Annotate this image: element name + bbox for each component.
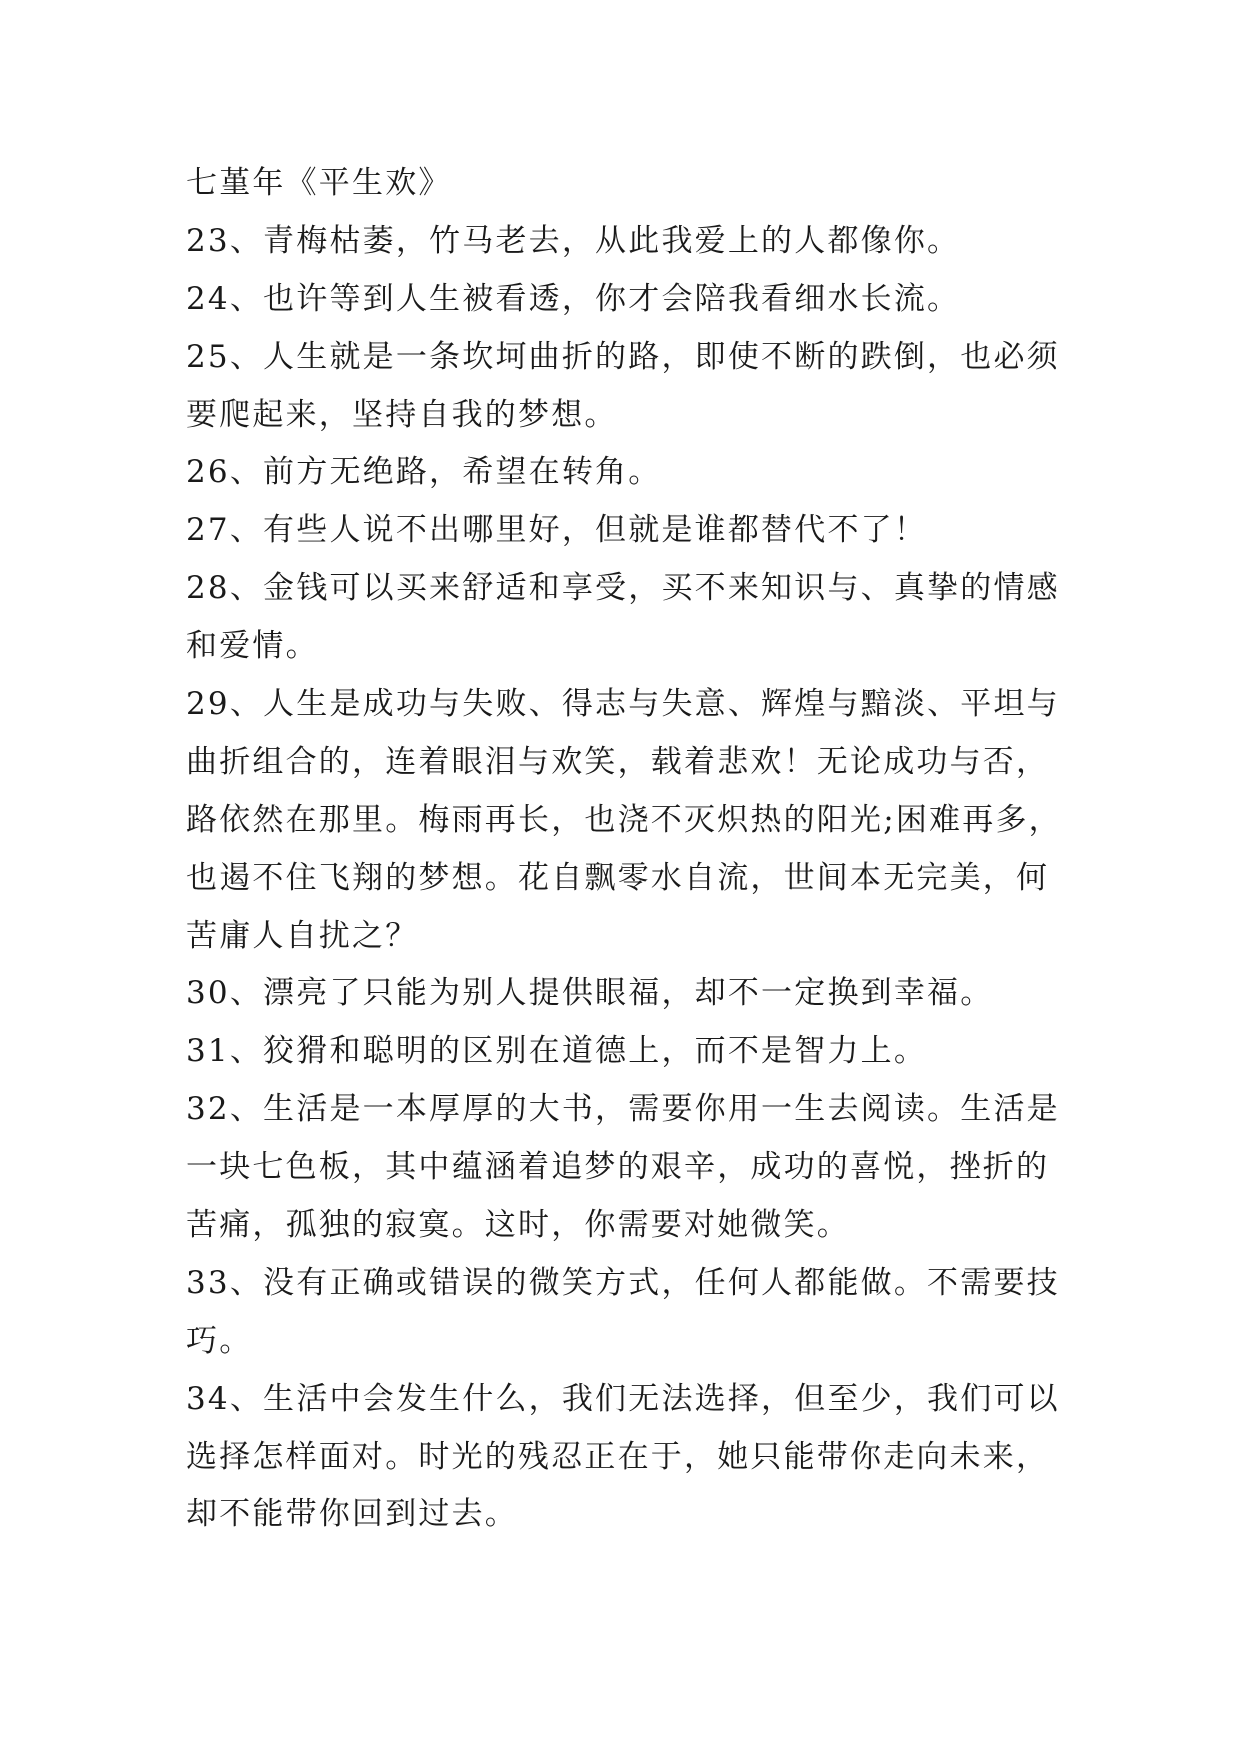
quote-line: 一块七色板，其中蕴涵着追梦的艰辛，成功的喜悦，挫折的 <box>186 1149 1050 1186</box>
quote-line: 30、漂亮了只能为别人提供眼福，却不一定换到幸福。 <box>186 975 994 1012</box>
quote-line: 和爱情。 <box>186 628 319 665</box>
quote-line: 要爬起来，坚持自我的梦想。 <box>186 396 618 433</box>
quote-line: 却不能带你回到过去。 <box>186 1496 518 1533</box>
quote-line: 苦痛，孤独的寂寞。这时，你需要对她微笑。 <box>186 1207 850 1244</box>
quote-line: 33、没有正确或错误的微笑方式，任何人都能做。不需要技 <box>186 1264 1060 1301</box>
quote-line: 24、也许等到人生被看透，你才会陪我看细水长流。 <box>186 280 961 317</box>
quote-line: 选择怎样面对。时光的残忍正在于，她只能带你走向未来， <box>186 1438 1050 1475</box>
quote-line: 25、人生就是一条坎坷曲折的路，即使不断的跌倒，也必须 <box>186 338 1060 375</box>
quote-line: 26、前方无绝路，希望在转角。 <box>186 454 662 491</box>
quote-line: 路依然在那里。梅雨再长，也浇不灭炽热的阳光;困难再多， <box>186 801 1062 838</box>
quote-line: 28、金钱可以买来舒适和享受，买不来知识与、真挚的情感 <box>186 570 1060 607</box>
quote-line: 曲折组合的，连着眼泪与欢笑，载着悲欢！无论成功与否， <box>186 743 1050 780</box>
quote-source-line: 七堇年《平生欢》 <box>186 165 452 201</box>
quote-line: 29、人生是成功与失败、得志与失意、辉煌与黯淡、平坦与 <box>186 686 1060 723</box>
quote-line: 34、生活中会发生什么，我们无法选择，但至少，我们可以 <box>186 1380 1060 1417</box>
quote-line: 23、青梅枯萎，竹马老去，从此我爱上的人都像你。 <box>186 222 961 259</box>
document-body <box>186 155 1066 1544</box>
quote-line: 也遏不住飞翔的梦想。花自飘零水自流，世间本无完美，何 <box>186 859 1050 896</box>
quote-line: 巧。 <box>186 1322 253 1359</box>
quote-line: 27、有些人说不出哪里好，但就是谁都替代不了！ <box>186 512 928 549</box>
quote-line: 31、狡猾和聪明的区别在道德上，而不是智力上。 <box>186 1033 928 1070</box>
quote-line: 苦庸人自扰之？ <box>186 917 419 954</box>
quote-line: 32、生活是一本厚厚的大书，需要你用一生去阅读。生活是 <box>186 1091 1060 1128</box>
